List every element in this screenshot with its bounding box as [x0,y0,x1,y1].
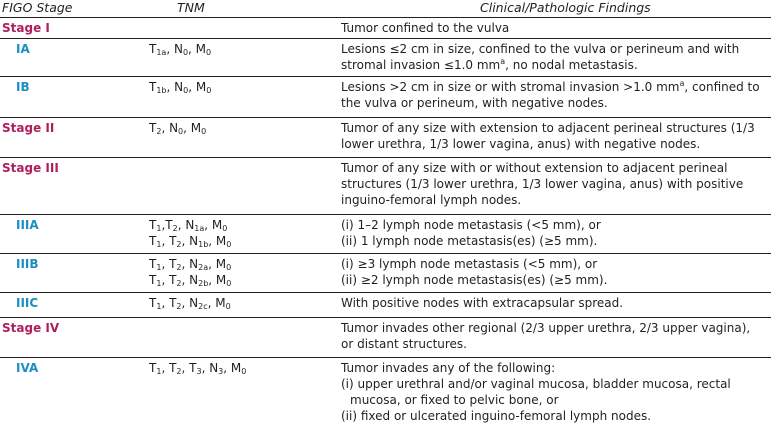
findings-line: or distant structures. [341,337,467,351]
tnm-line: $T_1$, $T_2$, $N_{1b}$, $M_0$ [149,234,232,249]
stage-label: Stage II [2,121,55,135]
findings-line: With positive nodes with extracapsular spread. [341,296,624,310]
findings-line: lower urethra, 1/3 lower vagina, anus) with negative nodes. [341,137,701,151]
tnm-line: $T_1,T_2$, $N_{1a}$, $M_0$ [149,218,228,233]
tnm-cell [149,256,231,288]
findings-cell [341,256,769,288]
table-row [0,215,771,254]
table-row [0,39,771,77]
stage-label: IIIC [16,296,39,310]
findings-line: (ii) ≥2 lymph node metastasis(es) (≥5 mm). [341,273,608,287]
header-figo-stage: FIGO Stage [2,0,73,15]
findings-line: the vulva or perineum, with negative nodes. [341,96,608,110]
findings-line: (ii) fixed or ulcerated inguino-femoral lymph nodes. [341,409,652,423]
stage-label: IIIA [16,218,39,232]
tnm-line: $T_1$, $T_2$, $N_{2a}$, $M_0$ [149,257,232,272]
tnm-line: $T_1$, $T_2$, $N_{2c}$, $M_0$ [149,296,231,311]
table-row [0,18,771,39]
tnm-cell [149,217,231,249]
table-row [0,358,771,430]
table-row [0,318,771,358]
findings-cell [341,320,769,352]
tnm-cell [149,295,231,311]
findings-cell [341,79,769,111]
table-row [0,293,771,318]
header-tnm: TNM [177,0,205,15]
stage-label: IB [16,80,30,94]
header-findings: Clinical/Pathologic Findings [480,0,651,15]
findings-line: Tumor of any size with extension to adjacent perineal structures (1/3 [341,121,755,135]
tnm-line: $T_1$, $T_2$, $T_3$, $N_3$, $M_0$ [149,361,247,376]
tnm-line: $T_2$, $N_0$, $M_0$ [149,121,207,136]
tnm-line: $T_1$, $T_2$, $N_{2b}$, $M_0$ [149,273,232,288]
findings-line: (i) 1–2 lymph node metastasis (<5 mm), or [341,218,601,232]
stage-label: Stage III [2,161,59,175]
findings-cell [341,217,769,249]
stage-label: IIIB [16,257,39,271]
tnm-line: $T_{1a}$, $N_0$, $M_0$ [149,42,212,57]
findings-line: (i) ≥3 lymph node metastasis (<5 mm), or [341,257,598,271]
findings-cell [341,160,769,208]
tnm-cell [149,79,211,95]
findings-line: (i) upper urethral and/or vaginal mucosa, bladder mucosa, rectal [341,377,731,391]
table-row [0,254,771,293]
stage-label: IVA [16,361,39,375]
table-row [0,158,771,215]
findings-line: stromal invasion ≤1.0 $mm^a$, no nodal metastasis. [341,57,638,72]
findings-cell [341,41,769,73]
tnm-cell [149,41,211,57]
findings-line: inguino-femoral lymph nodes. [341,193,522,207]
findings-line: structures (1/3 lower urethra, 1/3 lower vagina, anus) with positive [341,177,744,191]
findings-cell [341,120,769,152]
findings-line: Tumor of any size with or without extension to adjacent perineal [341,161,728,175]
stage-label: IA [16,42,30,56]
tnm-cell [149,360,246,376]
findings-line: mucosa, or fixed to pelvic bone, or [350,393,559,407]
table-row [0,118,771,158]
findings-line: Lesions ≤2 cm in size, confined to the vulva or perineum and with [341,42,740,56]
stage-label: Stage IV [2,321,60,335]
findings-cell [341,360,769,424]
stage-label: Stage I [2,21,50,35]
tnm-cell [149,120,206,136]
findings-line: Tumor invades any of the following: [341,361,556,375]
table-row [0,77,771,118]
tnm-line: $T_{1b}$, $N_0$, $M_0$ [149,80,212,95]
findings-cell [341,20,769,36]
findings-line: Tumor confined to the vulva [341,21,510,35]
table-header [0,0,771,18]
findings-line: Tumor invades other regional (2/3 upper urethra, 2/3 upper vagina), [341,321,751,335]
findings-line: (ii) 1 lymph node metastasis(es) (≥5 mm). [341,234,598,248]
findings-line: Lesions >2 cm in size or with stromal invasion >1.0 $mm^a$, confined to [341,79,760,94]
findings-cell [341,295,769,311]
